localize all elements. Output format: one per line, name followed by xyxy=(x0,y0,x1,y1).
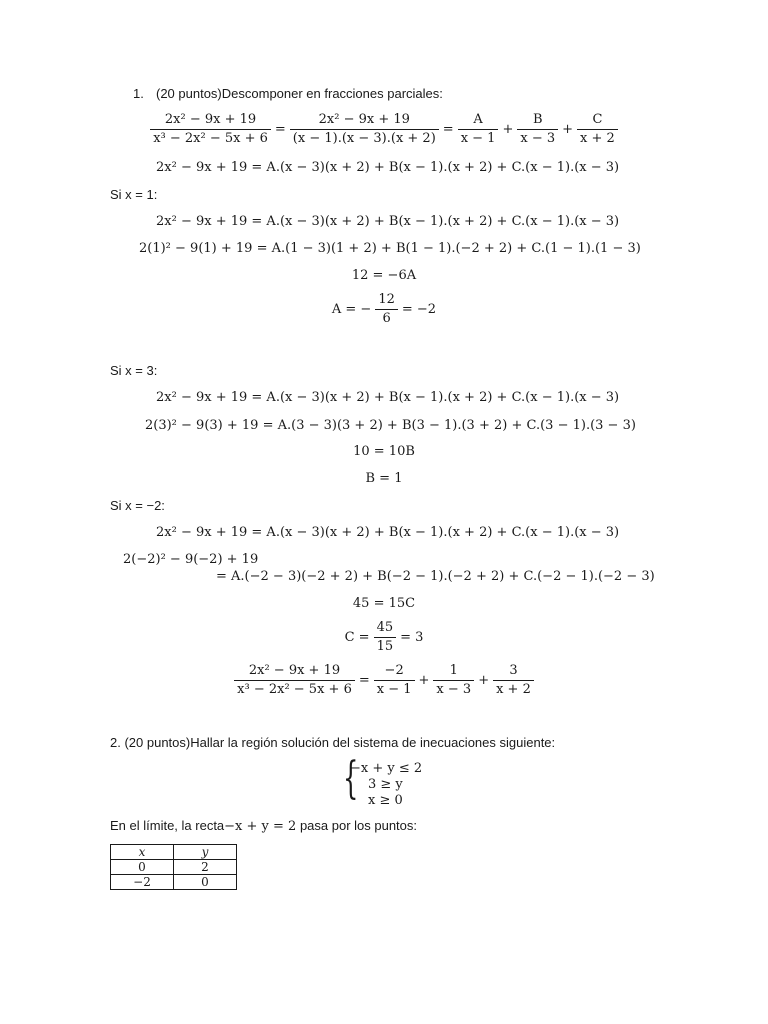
limit-sentence xyxy=(110,818,417,835)
case-3-result: C = $\frac{45}{15}$ = 3 xyxy=(344,620,424,654)
fraction: $\frac{\text{2x² − 9x + 19}}{(x - 1).(x - 3).(x + 2)}$ xyxy=(290,112,439,147)
table-header-x: x xyxy=(111,845,174,860)
fraction: $\frac{\text{2x² − 9x + 19}}{\text{x³ − 2x² − 5x + 6}}$ xyxy=(234,663,355,698)
case-2-line-4: B = 1 xyxy=(365,471,403,486)
case-1-result: A = − $\frac{12}{6}$ = −2 xyxy=(331,292,437,326)
case-3-line-1: 2x² − 9x + 19 = A.(x − 3)(x + 2) + B(x − 1).(x + 2) + C.(x − 1).(x − 3) xyxy=(156,525,620,540)
case-1-line-1: 2x² − 9x + 19 = A.(x − 3)(x + 2) + B(x − 1).(x + 2) + C.(x − 1).(x − 3) xyxy=(156,214,620,229)
inequality-2: 3 ≥ y xyxy=(368,777,403,792)
fraction: $\frac{C}{x + 2}$ xyxy=(577,112,618,147)
inequality-3: x ≥ 0 xyxy=(368,793,403,808)
limit-tail: pasa por los puntos: xyxy=(299,818,418,833)
case-2-line-2: 2(3)² − 9(3) + 19 = A.(3 − 3)(3 + 2) + B(3 − 1).(3 + 2) + C.(3 − 1).(3 − 3) xyxy=(145,418,636,433)
case-2-line-3: 10 = 10B xyxy=(353,444,415,459)
case-3-line-2a: 2(−2)² − 9(−2) + 19 xyxy=(123,552,259,567)
identity-equation: 2x² − 9x + 19 = A.(x − 3)(x + 2) + B(x − 1).(x + 2) + C.(x − 1).(x − 3) xyxy=(156,160,620,175)
problem-1-number: 1. xyxy=(133,86,144,101)
table-cell: 2 xyxy=(174,860,237,875)
case-3-label: Si x = −2: xyxy=(110,498,165,513)
fraction: $\frac{3}{x + 2}$ xyxy=(493,663,534,698)
case-1-line-3: 12 = −6A xyxy=(351,268,417,283)
case-3-line-3: 45 = 15C xyxy=(352,596,416,611)
table-cell: 0 xyxy=(174,875,237,890)
final-equation: $\frac{\text{2x² − 9x + 19}}{\text{x³ − 2x² − 5x + 6}}$ = $\frac{-2}{x - 1}$ + $\frac{1}{x - 3}$ + $\frac{3}{x + 2}$ xyxy=(0,663,768,698)
decomposition-equation: $\frac{\text{2x² − 9x + 19}}{\text{x³ − 2x² − 5x + 6}}$ = $\frac{\text{2x² − 9x + 19}}{(x - 1).(x - 3).(x + 2)}$ = $\frac{A}{x - 1}$ + $\frac{B}{x - 3}$ + $\frac{C}{x + 2}$ xyxy=(0,112,768,147)
case-3-line-2b: = A.(−2 − 3)(−2 + 2) + B(−2 − 1).(−2 + 2) + C.(−2 − 1).(−2 − 3) xyxy=(216,569,655,584)
limit-equation: −x + y = 2 xyxy=(224,819,297,834)
fraction: $\frac{B}{x - 3}$ xyxy=(517,112,558,147)
table-header-y: y xyxy=(174,845,237,860)
fraction: $\frac{A}{x - 1}$ xyxy=(458,112,499,147)
table-row xyxy=(111,860,237,875)
case-2-line-1: 2x² − 9x + 19 = A.(x − 3)(x + 2) + B(x − 1).(x + 2) + C.(x − 1).(x − 3) xyxy=(156,390,620,405)
problem-1-heading: (20 puntos)Descomponer en fracciones parciales: xyxy=(156,86,443,101)
fraction: $\frac{1}{x - 3}$ xyxy=(433,663,474,698)
case-1-line-2: 2(1)² − 9(1) + 19 = A.(1 − 3)(1 + 2) + B(1 − 1).(−2 + 2) + C.(1 − 1).(1 − 3) xyxy=(139,241,641,256)
table-cell: −2 xyxy=(111,875,174,890)
case-2-label: Si x = 3: xyxy=(110,363,158,378)
fraction: $\frac{\text{2x² − 9x + 19}}{\text{x³ − 2x² − 5x + 6}}$ xyxy=(150,112,271,147)
table-row xyxy=(111,875,237,890)
fraction: $\frac{12}{6}$ xyxy=(375,292,398,327)
table-header-row xyxy=(111,845,237,860)
fraction: $\frac{45}{15}$ xyxy=(374,620,397,655)
table-cell: 0 xyxy=(111,860,174,875)
brace-symbol: { xyxy=(343,753,359,804)
problem-2-heading: 2. (20 puntos)Hallar la región solución del sistema de inecuaciones siguiente: xyxy=(110,735,556,750)
points-table xyxy=(110,844,237,890)
inequality-1: −x + y ≤ 2 xyxy=(350,761,423,776)
case-1-label: Si x = 1: xyxy=(110,187,158,202)
fraction: $\frac{-2}{x - 1}$ xyxy=(374,663,415,698)
limit-text: En el límite, la recta xyxy=(110,818,225,833)
